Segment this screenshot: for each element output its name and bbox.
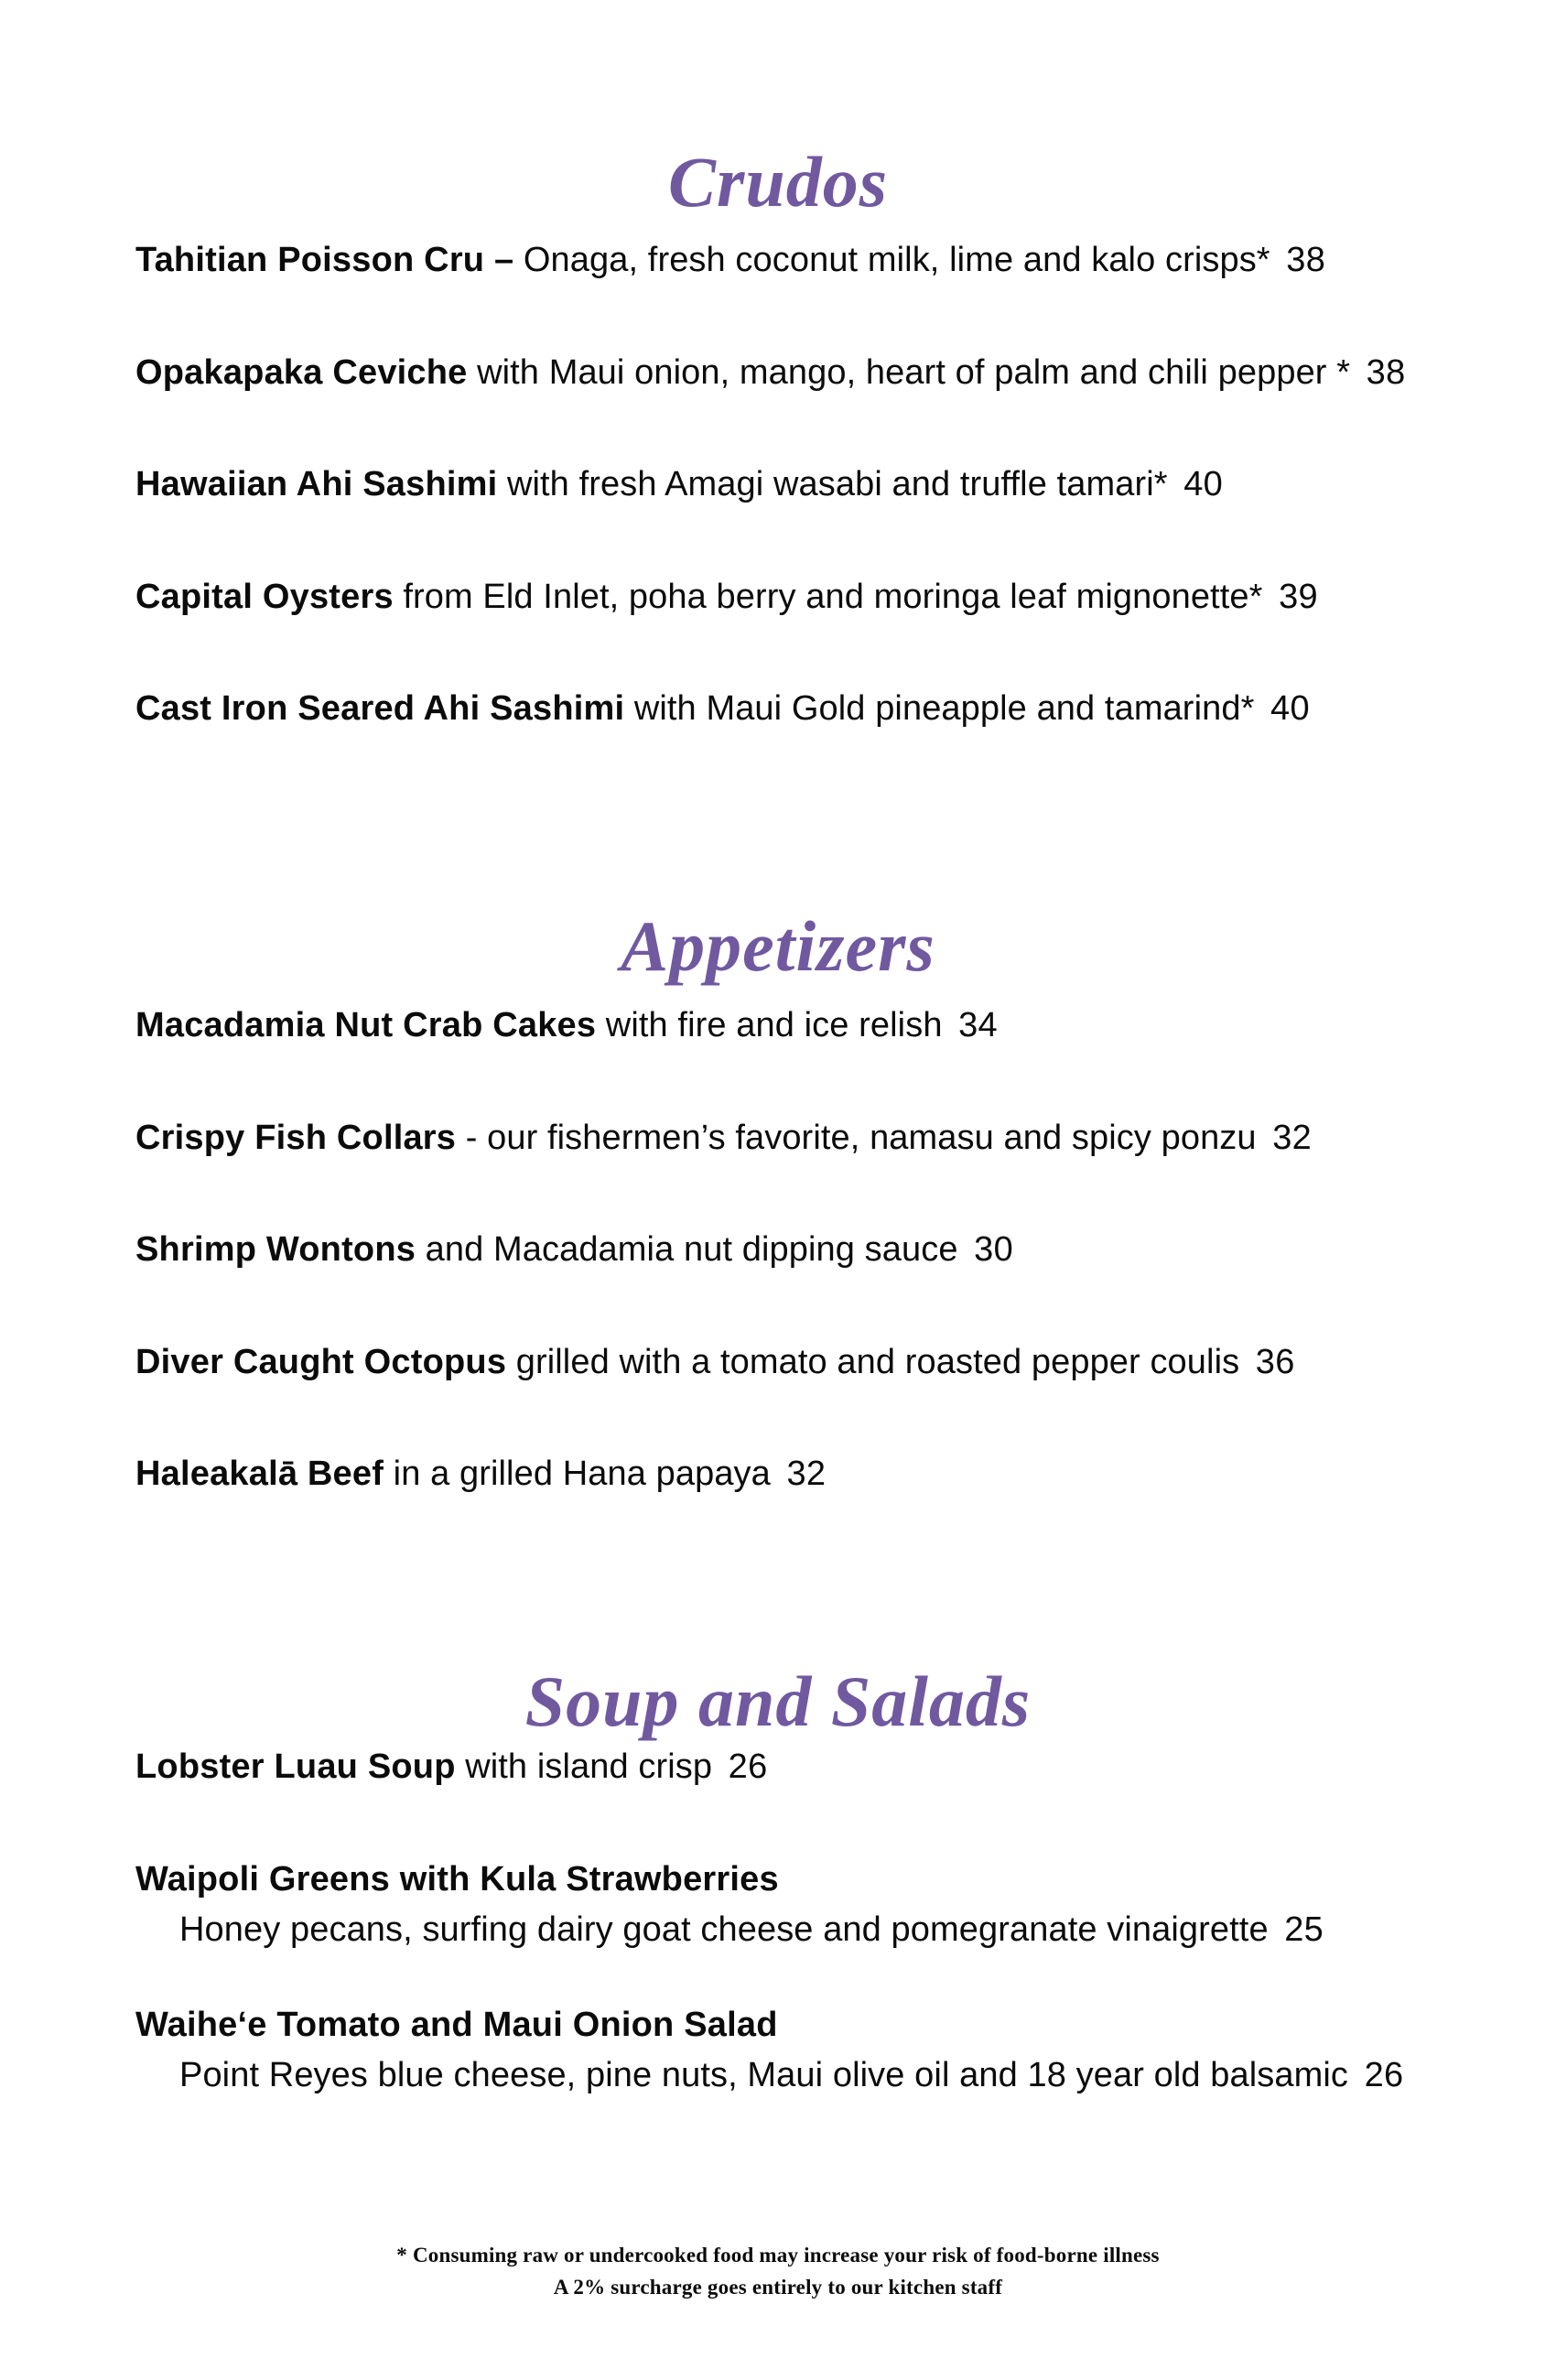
- menu-item: [135, 1859, 1453, 1952]
- menu-item-name: Crispy Fish Collars: [135, 1118, 457, 1157]
- menu-item-description: and Macadamia nut dipping sauce: [425, 1230, 958, 1270]
- menu-item-description: grilled with a tomato and roasted pepper coulis: [515, 1342, 1240, 1381]
- menu-item-price: 39: [1279, 577, 1318, 616]
- menu-item-price: 32: [786, 1455, 827, 1494]
- menu-item: [135, 577, 1453, 619]
- menu-item-description-row: [135, 2055, 1453, 2097]
- menu-item-description: - our fishermen’s favorite, namasu and spicy ponzu: [465, 1118, 1257, 1157]
- menu-item-description: Onaga, fresh coconut milk, lime and kalo crisps*: [523, 241, 1270, 279]
- footer-disclaimer: [0, 2240, 1556, 2303]
- menu-item-price: 38: [1286, 241, 1326, 279]
- menu-item-description: in a grilled Hana papaya: [393, 1455, 771, 1494]
- menu-item-name: Tahitian Poisson Cru –: [135, 241, 514, 279]
- menu-item-name: Hawaiian Ahi Sashimi: [135, 465, 498, 504]
- menu-item-description: with Maui onion, mango, heart of palm and chili pepper *: [477, 352, 1351, 392]
- menu-item-name: Capital Oysters: [135, 577, 394, 616]
- menu-item-name: Lobster Luau Soup: [135, 1747, 456, 1786]
- menu-item-name: Opakapaka Ceviche: [135, 352, 468, 392]
- menu-item: [135, 1454, 1453, 1496]
- menu-item-name: Shrimp Wontons: [135, 1230, 416, 1270]
- menu-item-description: with Maui Gold pineapple and tamarind*: [633, 689, 1255, 729]
- menu-item: [135, 1118, 1453, 1160]
- menu-item: [135, 688, 1453, 730]
- menu-item-description: Point Reyes blue cheese, pine nuts, Maui olive oil and 18 year old balsamic: [179, 2056, 1349, 2095]
- menu-item-description: with fresh Amagi wasabi and truffle tamari*: [506, 465, 1168, 504]
- menu-item: [135, 464, 1453, 506]
- menu-item-description-row: [135, 1909, 1453, 1952]
- menu-item-price: 36: [1255, 1342, 1295, 1381]
- menu-item: [135, 1229, 1453, 1271]
- menu-item-description: from Eld Inlet, poha berry and moringa leaf mignonette*: [403, 577, 1263, 616]
- menu-item-price: 40: [1183, 465, 1224, 504]
- menu-item-name: Diver Caught Octopus: [135, 1342, 507, 1381]
- section-items-soup-and-salads: [135, 1747, 1453, 2150]
- section-items-appetizers: [135, 1005, 1453, 1496]
- menu-item: [135, 1747, 1453, 1789]
- menu-item-price: 34: [958, 1006, 998, 1044]
- footer-line-surcharge-notice: A 2% surcharge goes entirely to our kitchen staff: [553, 2275, 1003, 2299]
- menu-item-price: 25: [1284, 1910, 1324, 1950]
- menu-item-description: with fire and ice relish: [605, 1006, 943, 1044]
- section-heading-appetizers: Appetizers: [621, 905, 935, 986]
- menu-item-name: Waipoli Greens with Kula Strawberries: [135, 1859, 779, 1899]
- menu-item-price: 40: [1270, 689, 1310, 729]
- menu-item-name: Haleakalā Beef: [135, 1455, 384, 1494]
- menu-item: [135, 352, 1453, 395]
- menu-item: [135, 1005, 1453, 1047]
- menu-item: [135, 2005, 1453, 2097]
- menu-item-name: Cast Iron Seared Ahi Sashimi: [135, 689, 625, 729]
- menu-item: [135, 240, 1453, 282]
- menu-item-name: Waiheʻe Tomato and Maui Onion Salad: [135, 2005, 778, 2044]
- menu-item-description: with island crisp: [465, 1747, 713, 1786]
- section-items-crudos: [135, 240, 1453, 730]
- menu-item-price: 26: [728, 1747, 768, 1786]
- section-heading-soup-and-salads: Soup and Salads: [524, 1661, 1032, 1741]
- menu-item: [135, 1342, 1453, 1384]
- menu-item-description: Honey pecans, surfing dairy goat cheese and pomegranate vinaigrette: [179, 1910, 1269, 1950]
- section-heading-crudos: Crudos: [667, 141, 889, 222]
- menu-item-price: 32: [1272, 1118, 1313, 1157]
- menu-item-price: 30: [974, 1230, 1014, 1270]
- menu-item-name: Macadamia Nut Crab Cakes: [135, 1006, 597, 1044]
- menu-item-price: 38: [1366, 352, 1406, 392]
- menu-item-price: 26: [1364, 2056, 1404, 2095]
- footer-line-raw-food-warning: * Consuming raw or undercooked food may increase your risk of food-borne illness: [396, 2244, 1160, 2266]
